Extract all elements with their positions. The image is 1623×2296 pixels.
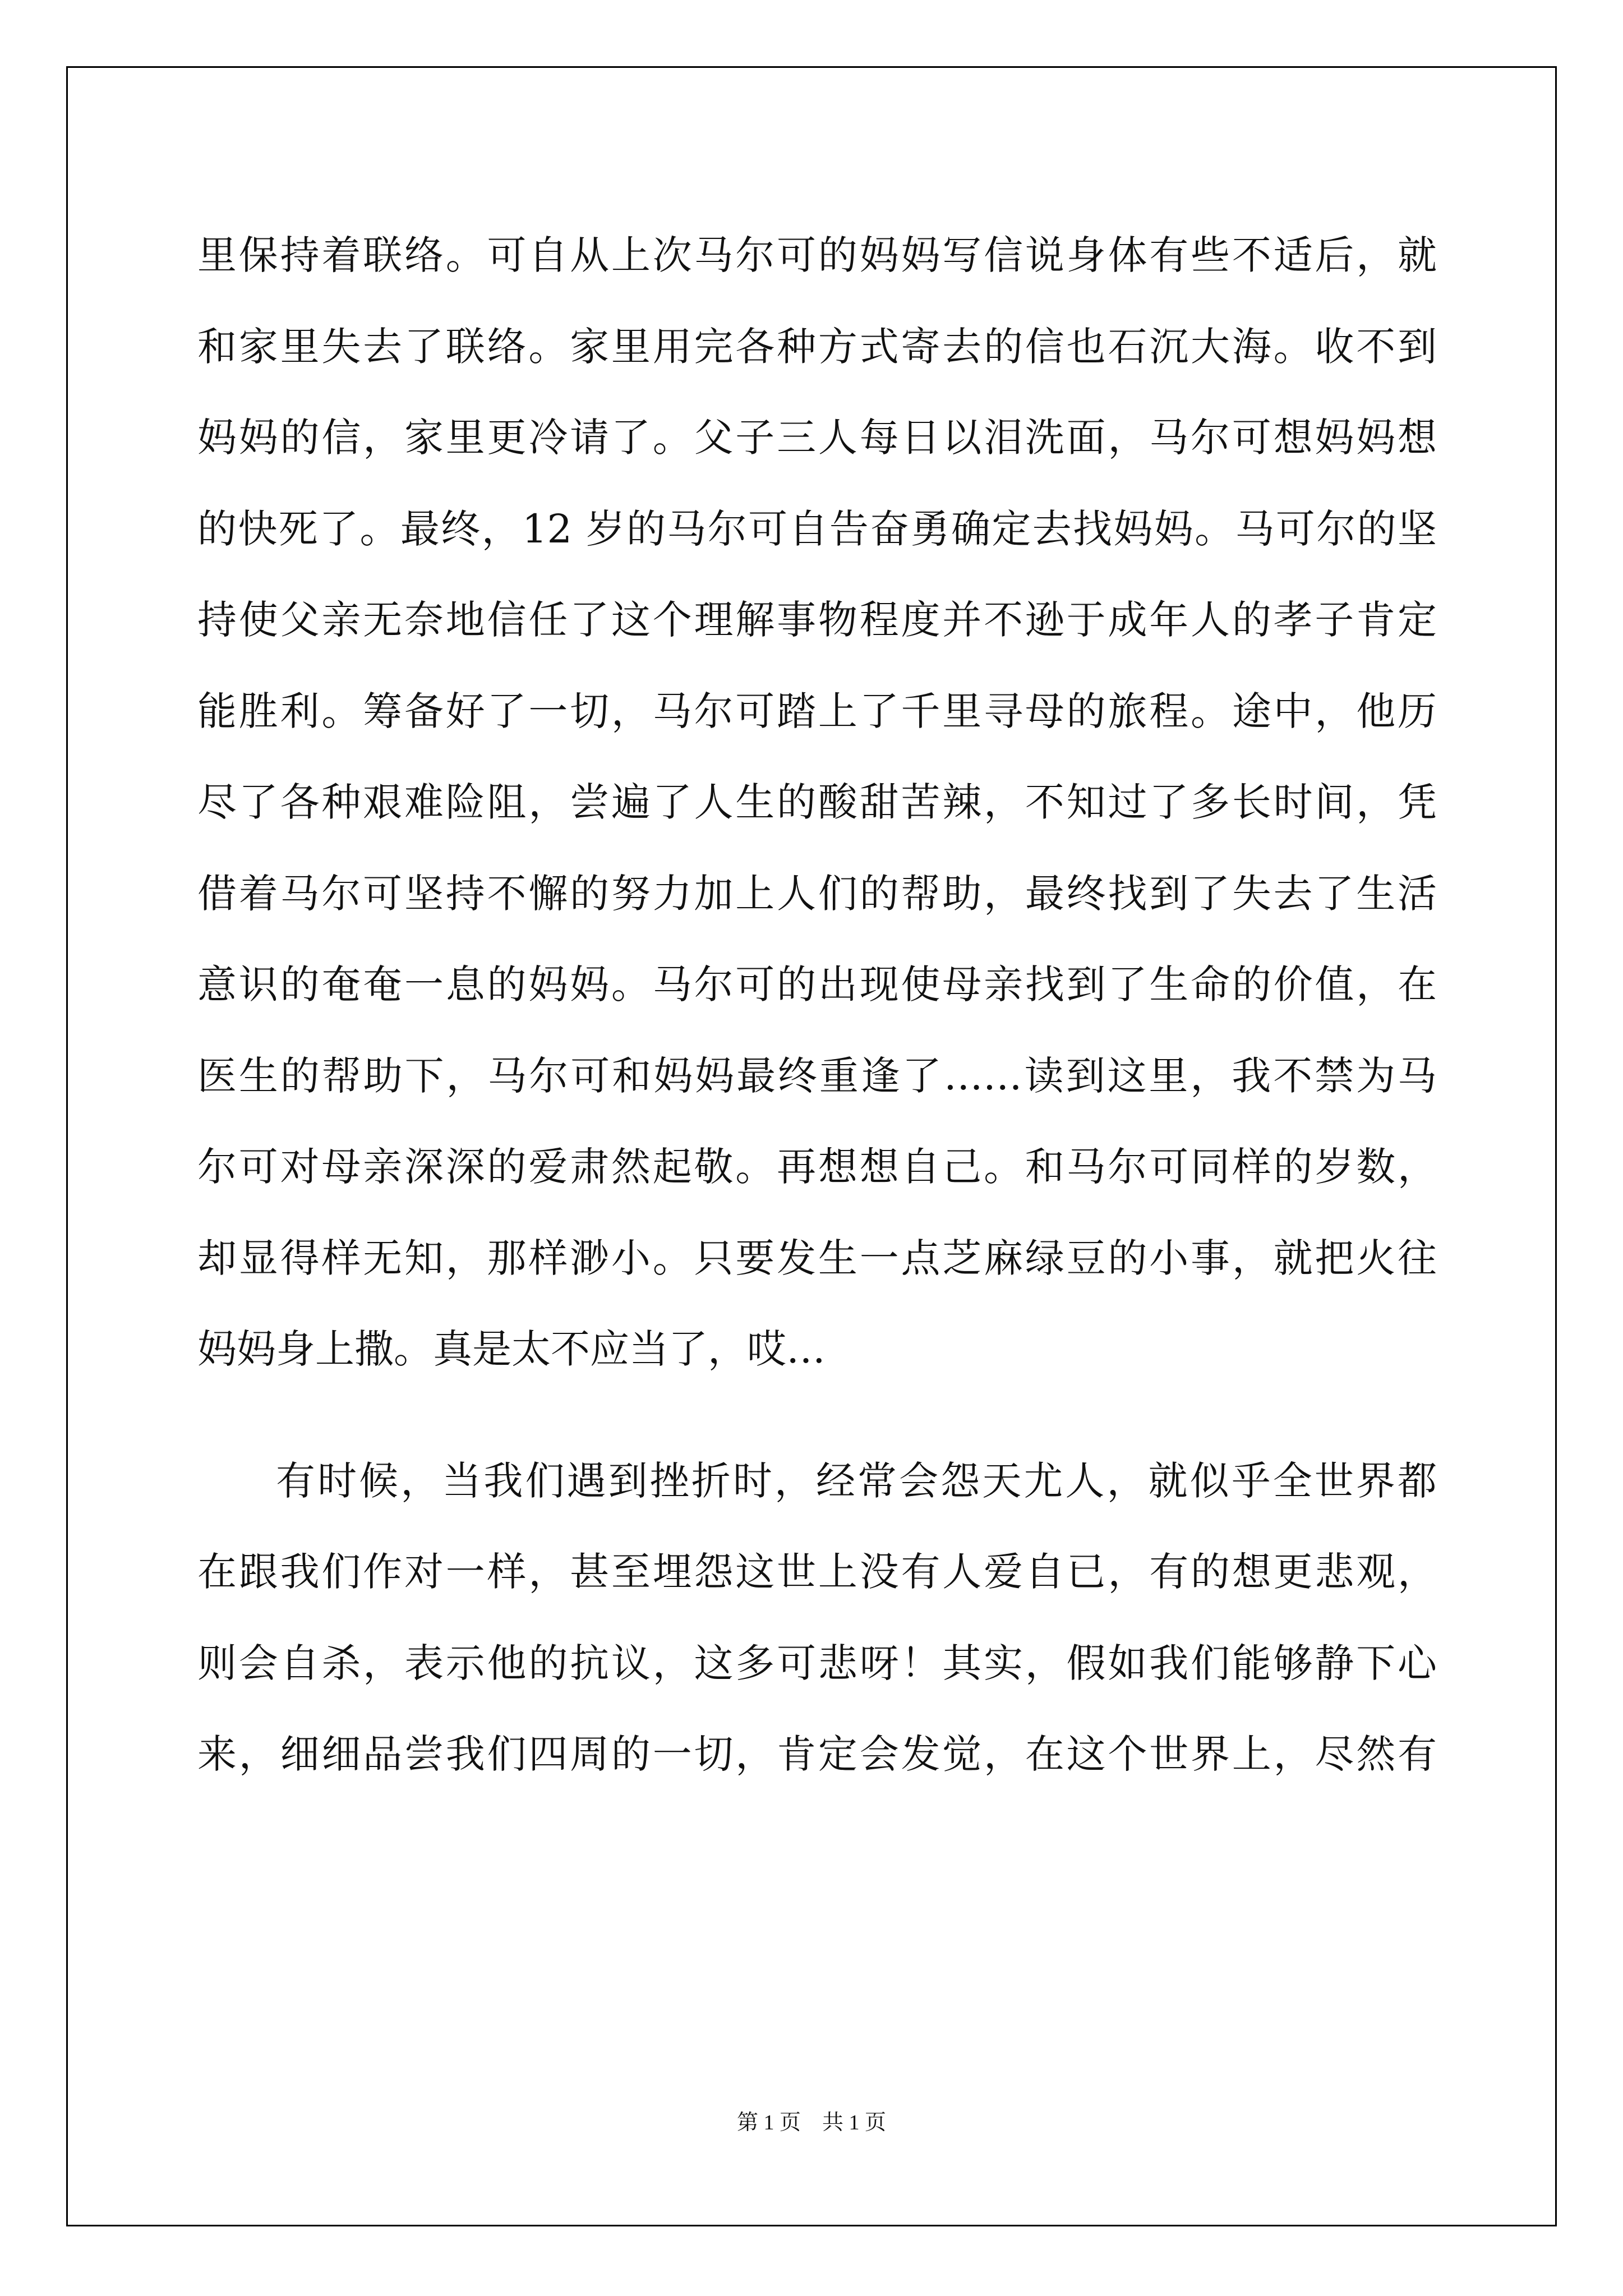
text-line: 能胜利。筹备好了一切，马尔可踏上了千里寻母的旅程。途中，他历 — [197, 688, 1437, 734]
text-line: 和家里失去了联络。家里用完各种方式寄去的信也石沉大海。收不到 — [197, 323, 1437, 370]
text-line: 里保持着联络。可自从上次马尔可的妈妈写信说身体有些不适后，就 — [197, 232, 1437, 278]
text-line: 来，细细品尝我们四周的一切，肯定会发觉，在这个世界上，尽然有 — [197, 1731, 1437, 1777]
text-line: 妈妈的信，家里更冷请了。父子三人每日以泪洗面，马尔可想妈妈想 — [197, 415, 1437, 461]
text-line: 有时候，当我们遇到挫折时，经常会怨天尤人，就似乎全世界都 — [276, 1457, 1437, 1504]
text-line: 尽了各种艰难险阻，尝遍了人生的酸甜苦辣，不知过了多长时间，凭 — [197, 779, 1437, 825]
text-line: 持使父亲无奈地信任了这个理解事物程度并不逊于成年人的孝子肯定 — [197, 597, 1437, 643]
document-body — [197, 210, 1437, 1800]
text-line: 医生的帮助下，马尔可和妈妈最终重逢了……读到这里，我不禁为马 — [197, 1052, 1437, 1099]
text-line: 却显得样无知，那样渺小。只要发生一点芝麻绿豆的小事，就把火往 — [197, 1235, 1437, 1281]
text-line: 在跟我们作对一样，甚至埋怨这世上没有人爱自已，有的想更悲观， — [197, 1549, 1437, 1595]
text-line: 的快死了。最终，12 岁的马尔可自告奋勇确定去找妈妈。马可尔的坚 — [197, 505, 1437, 552]
text-line: 意识的奄奄一息的妈妈。马尔可的出现使母亲找到了生命的价值，在 — [197, 961, 1437, 1007]
page-footer: 第 1 页 共 1 页 — [736, 2111, 886, 2134]
text-line: 尔可对母亲深深的爱肃然起敬。再想想自己。和马尔可同样的岁数， — [197, 1144, 1437, 1190]
paragraph — [197, 210, 1437, 1395]
text-line: 借着马尔可坚持不懈的努力加上人们的帮助，最终找到了失去了生活 — [197, 870, 1437, 917]
paragraph — [197, 1435, 1437, 1800]
text-line: 妈妈身上撒。真是太不应当了，哎… — [197, 1326, 826, 1372]
paragraph-spacing — [197, 1395, 1437, 1435]
text-line: 则会自杀，表示他的抗议，这多可悲呀！其实，假如我们能够静下心 — [197, 1640, 1437, 1686]
